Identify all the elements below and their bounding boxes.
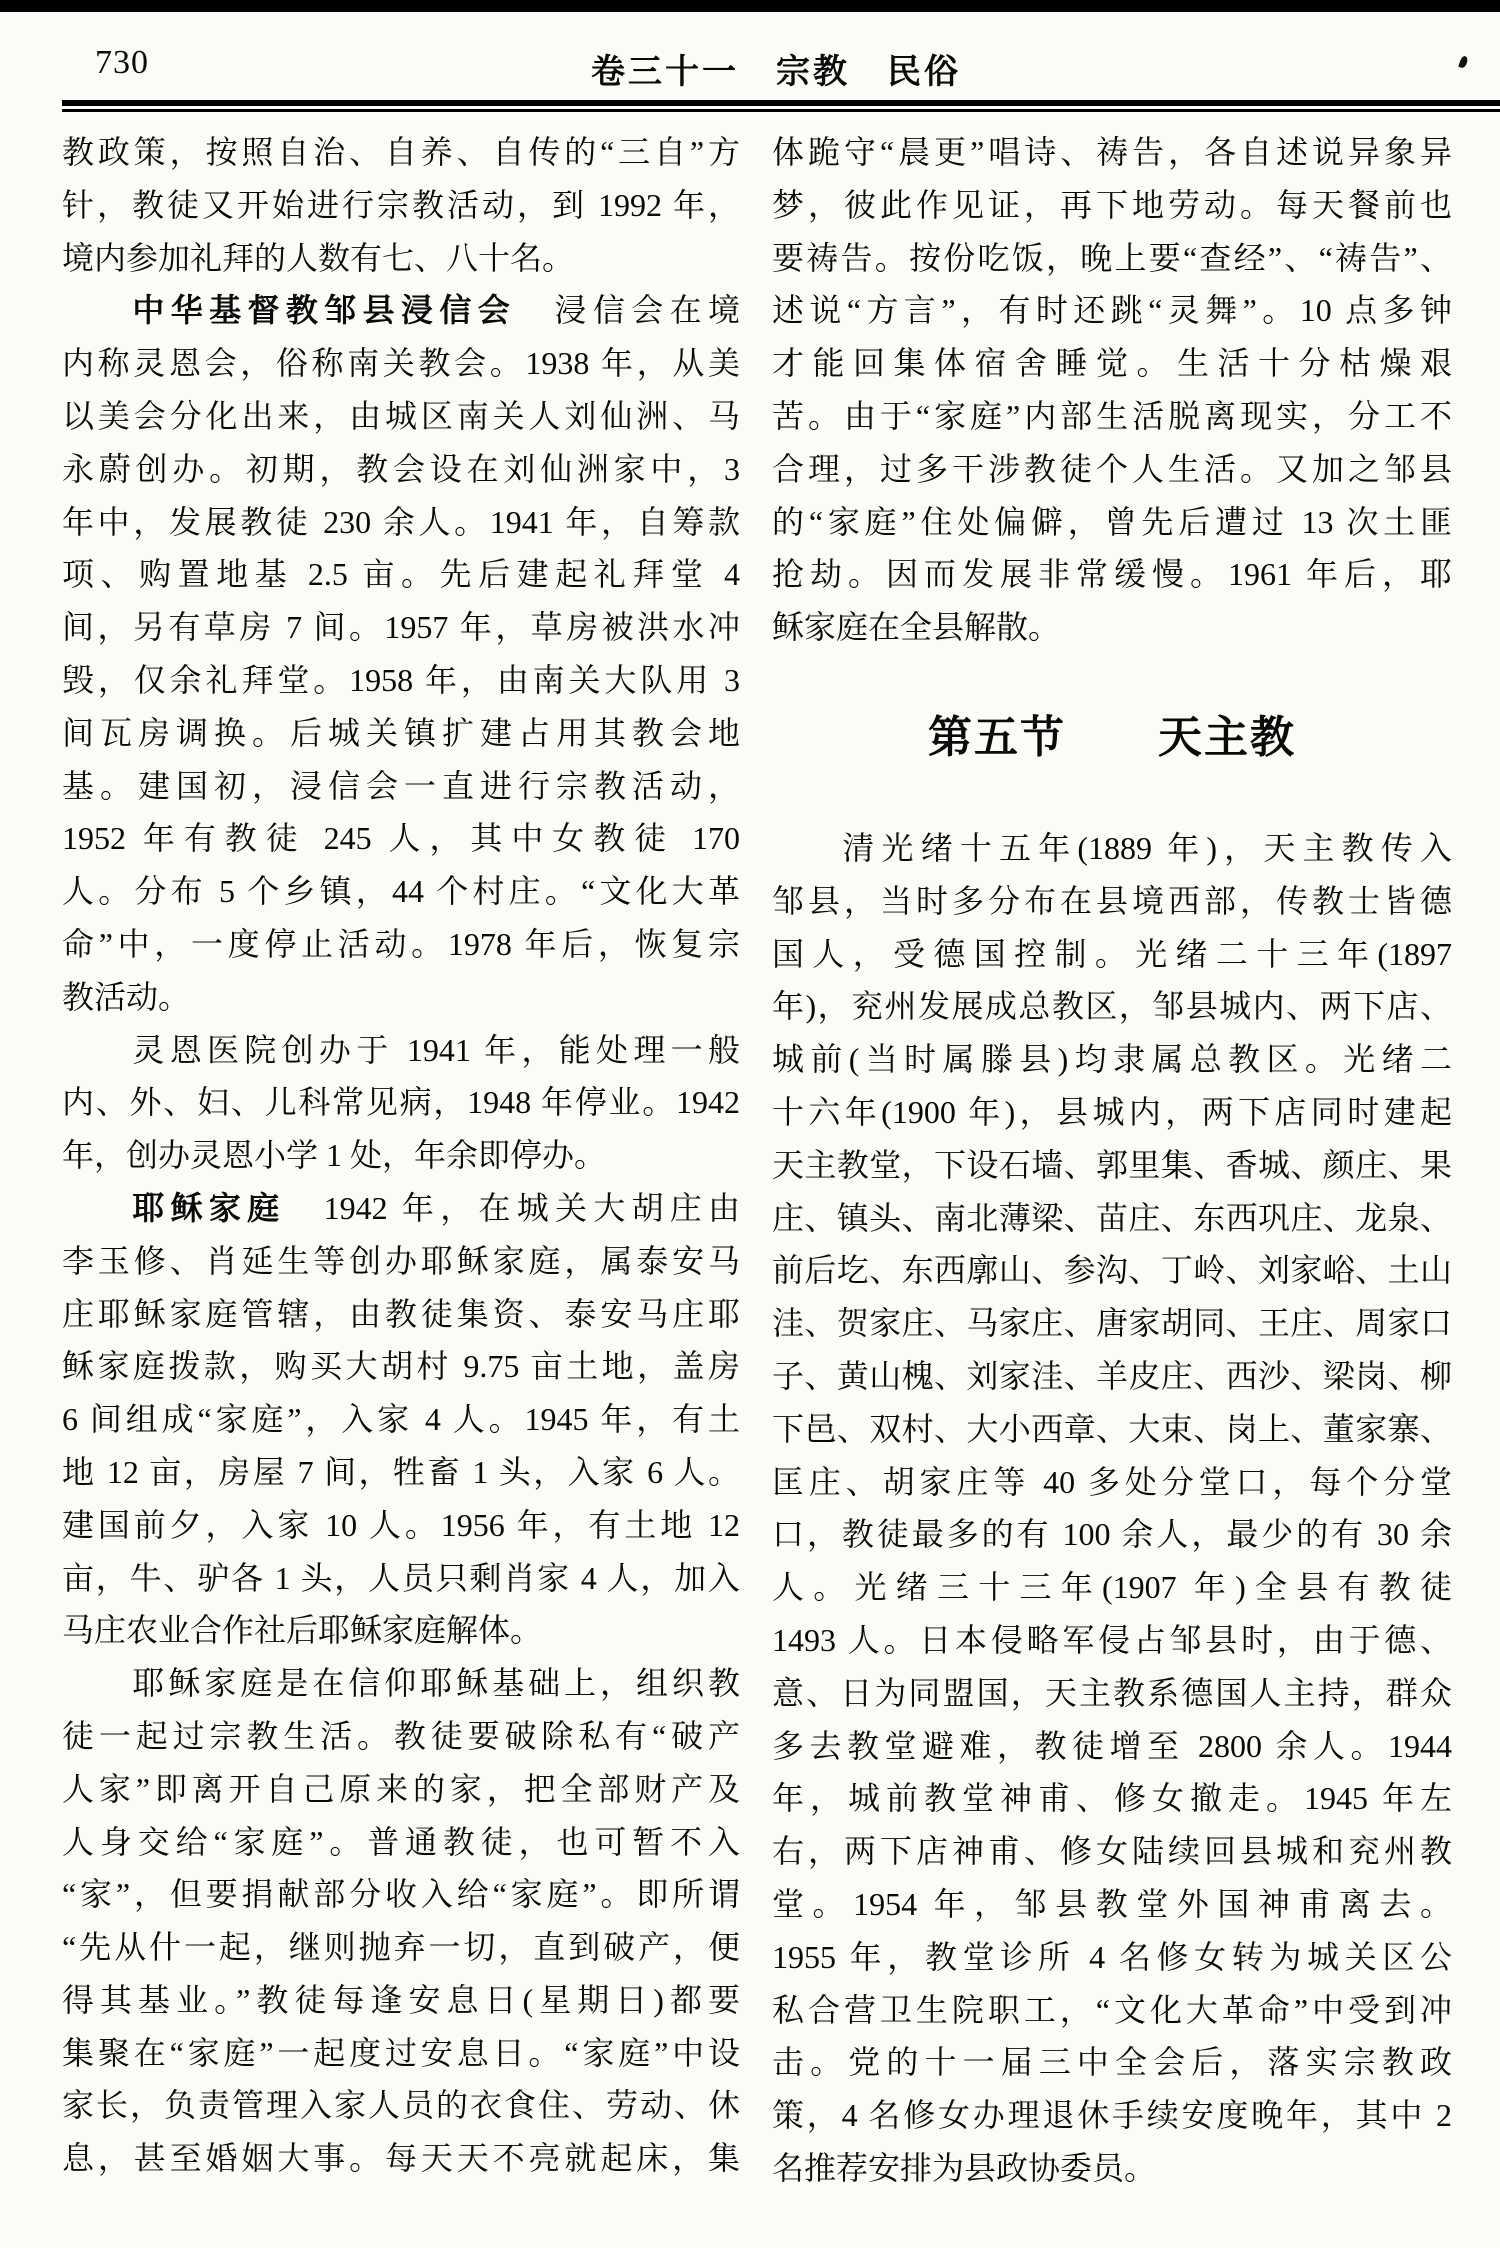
text-segment: 针，教徒又开始进行宗教活动，到 1992 年， [62,186,740,223]
text-line [62,654,740,707]
text-line [62,2132,740,2185]
text-line [62,1710,740,1763]
text-line [772,1772,1452,1825]
text-line [772,2089,1452,2142]
text-segment: 匡庄、胡家庄等 40 多处分堂口，每个分堂 [772,1463,1452,1500]
text-line [62,1552,740,1605]
text-segment: 毁，仅余礼拜堂。1958 年，由南关大队用 3 [62,661,740,698]
text-line [772,232,1452,285]
text-line [772,601,1452,654]
right-text-column [772,126,1452,2195]
text-segment: 人。光绪三十三年(1907 年)全县有教徒 [772,1569,1452,1606]
text-line [772,1350,1452,1403]
text-line [62,1235,740,1288]
text-segment: 息，甚至婚姻大事。每天天不亮就起床，集 [62,2140,740,2177]
text-line [772,875,1452,928]
text-segment: 基。建国初，浸信会一直进行宗教活动， [62,767,740,804]
text-line [772,1403,1452,1456]
text-segment: 年中，发展教徒 230 余人。1941 年，自筹款 [62,503,740,540]
text-line [772,548,1452,601]
text-segment: 邹县，当时多分布在县境西部，传教士皆德 [772,882,1452,919]
text-segment: 内、外、妇、儿科常见病，1948 年停业。1942 [62,1084,740,1121]
text-segment: 体跪守“晨更”唱诗、祷告，各自述说异象异 [772,134,1452,170]
text-segment: 多去教堂避难，教徒增至 2800 余人。1944 [772,1727,1452,1764]
text-segment: 李玉修、肖延生等创办耶稣家庭，属泰安马 [62,1242,740,1279]
text-segment: 天主教堂，下设石墙、郭里集、香城、颜庄、果 [772,1146,1452,1183]
text-segment: 第五节 天主教 [928,712,1296,762]
text-segment: 意、日为同盟国，天主教系德国人主持，群众 [772,1674,1452,1711]
text-line [62,601,740,654]
text-line [62,1076,740,1129]
text-segment: 前后圪、东西廓山、参沟、丁岭、刘家峪、土山 [772,1252,1452,1289]
text-line [772,1033,1452,1086]
text-line [62,496,740,549]
text-segment: 建国前夕，入家 10 人。1956 年，有土地 12 [62,1506,740,1543]
text-segment: 口，教徒最多的有 100 余人，最少的有 30 余 [772,1516,1452,1553]
text-segment: 抢劫。因而发展非常缓慢。1961 年后，耶 [772,556,1452,593]
text-line [772,1561,1452,1614]
text-line [62,1604,740,1657]
text-segment: 项、购置地基 2.5 亩。先后建起礼拜堂 4 [62,556,740,593]
text-segment: 合理，过多干涉教徒个人生活。又加之邹县 [772,450,1452,487]
page-top-edge-bar [0,0,1500,12]
text-segment: 击。党的十一届三中全会后，落实宗教政 [772,2044,1452,2081]
text-line [772,496,1452,549]
text-segment: 徒一起过宗教生活。教徒要破除私有“破产 [62,1717,740,1754]
text-segment: 年，城前教堂神甫、修女撤走。1945 年左 [772,1780,1452,1817]
text-line [62,126,740,179]
text-line [772,1297,1452,1350]
text-line [772,2142,1452,2195]
header-divider-thin-rule [62,109,1500,112]
text-segment: “家”，但要捐献部分收入给“家庭”。即所谓 [62,1876,740,1913]
text-line [62,1288,740,1341]
text-segment: 苦。由于“家庭”内部生活脱离现实，分工不 [772,397,1452,434]
text-segment: 境内参加礼拜的人数有七、八十名。 [62,239,575,276]
text-segment: 右，两下店神甫、修女陆续回县城和兖州教 [772,1833,1452,1870]
text-segment: 庄耶稣家庭管辖，由教徒集资、泰安马庄耶 [62,1295,740,1332]
text-segment: 马庄农业合作社后耶稣家庭解体。 [62,1612,543,1649]
text-segment: 集聚在“家庭”一起度过安息日。“家庭”中设 [62,2034,740,2071]
text-line [62,443,740,496]
entry-title: 耶稣家庭 [132,1189,286,1226]
text-line [772,1244,1452,1297]
text-line [772,1720,1452,1773]
text-line [62,1024,740,1077]
text-line [772,1192,1452,1245]
text-line [772,284,1452,337]
text-segment: 清光绪十五年(1889 年)，天主教传入 [842,829,1452,866]
text-line [772,822,1452,875]
text-line [62,337,740,390]
text-segment: 庄、镇头、南北薄梁、苗庄、东西巩庄、龙泉、 [772,1199,1452,1236]
text-segment: 家长，负责管理入家人员的衣食住、劳动、休 [62,2087,740,2124]
text-segment: 述说“方言”，有时还跳“灵舞”。10 点多钟 [772,292,1452,329]
text-segment: 1952 年有教徒 245 人，其中女教徒 170 [62,820,740,857]
text-segment: 人家”即离开自己原来的家，把全部财产及 [62,1770,740,1807]
text-line [62,1499,740,1552]
text-line [62,2079,740,2132]
text-line [772,337,1452,390]
text-line [772,928,1452,981]
text-segment: 命”中，一度停止活动。1978 年后，恢复宗 [62,925,740,962]
text-line [62,548,740,601]
header-divider [62,100,1500,112]
text-line [62,1816,740,1869]
text-segment: 亩，牛、驴各 1 头，人员只剩肖家 4 人，加入 [62,1559,740,1596]
text-line [62,971,740,1024]
text-segment: 子、黄山槐、刘家洼、羊皮庄、西沙、梁岗、柳 [772,1357,1452,1394]
text-line [772,1878,1452,1931]
text-segment: 私合营卫生院职工，“文化大革命”中受到冲 [772,1991,1452,2028]
text-segment: 要祷告。按份吃饭，晚上要“查经”、“祷告”、 [772,239,1452,276]
text-segment: 下邑、双村、大小西章、大束、岗上、董家寨、 [772,1410,1452,1447]
text-line [62,1340,740,1393]
text-line [772,1086,1452,1139]
text-segment: 1955 年，教堂诊所 4 名修女转为城关区公 [772,1938,1452,1975]
text-segment: “先从什一起，继则抛弃一切，直到破产，便 [62,1929,740,1966]
text-line [772,1825,1452,1878]
text-line [772,1614,1452,1667]
text-line [772,1456,1452,1509]
text-segment: 永蔚创办。初期，教会设在刘仙洲家中，3 [62,450,740,487]
text-line [62,1921,740,1974]
text-line [62,1868,740,1921]
text-segment: 城前(当时属滕县)均隶属总教区。光绪二 [772,1041,1452,1078]
page-number: 730 [95,44,149,81]
text-line [772,980,1452,1033]
text-segment: 间，另有草房 7 间。1957 年，草房被洪水冲 [62,609,740,646]
text-segment: 以美会分化出来，由城区南关人刘仙洲、马 [62,397,740,434]
text-line [62,390,740,443]
text-segment: 教活动。 [62,978,191,1015]
text-segment: 的“家庭”住处偏僻，曾先后遭过 13 次土匪 [772,503,1452,540]
section-heading [772,654,1452,822]
header-divider-thick-rule [62,100,1500,106]
text-line [772,1667,1452,1720]
text-line [62,1446,740,1499]
text-line [772,2036,1452,2089]
text-segment: 年，创办灵恩小学 1 处，年余即停办。 [62,1137,607,1174]
running-header-title: 卷三十一 宗教 民俗 [591,54,961,91]
text-line [62,284,740,337]
text-line [62,812,740,865]
text-segment: 才能回集体宿舍睡觉。生活十分枯燥艰 [772,345,1452,382]
text-segment: 十六年(1900 年)，县城内，两下店同时建起 [772,1093,1452,1130]
text-line [772,1931,1452,1984]
text-segment: 稣家庭在全县解散。 [772,609,1061,646]
text-line [772,1139,1452,1192]
text-line [772,1508,1452,1561]
text-segment: 得其基业。”教徒每逢安息日(星期日)都要 [62,1981,740,2018]
text-line [772,126,1452,179]
text-segment: 地 12 亩，房屋 7 间，牲畜 1 头，入家 6 人。 [62,1453,740,1490]
text-segment: 耶稣家庭是在信仰耶稣基础上，组织教 [132,1665,740,1702]
text-segment: 稣家庭拨款，购买大胡村 9.75 亩土地，盖房 [62,1348,740,1385]
text-segment: 洼、贺家庄、马家庄、唐家胡同、王庄、周家口 [772,1305,1452,1342]
text-segment: 教政策，按照自治、自养、自传的“三自”方 [62,134,740,170]
text-line [772,1984,1452,2037]
text-segment: 策，4 名修女办理退休手续安度晚年，其中 2 [772,2097,1452,2134]
text-line [62,1393,740,1446]
text-segment: 间瓦房调换。后城关镇扩建占用其教会地 [62,714,740,751]
text-line [62,918,740,971]
text-line [62,2027,740,2080]
text-line [62,1129,740,1182]
text-line [62,707,740,760]
text-segment: 灵恩医院创办于 1941 年，能处理一般 [132,1031,740,1068]
text-line [62,1763,740,1816]
text-line [772,443,1452,496]
text-segment: 堂。1954 年，邹县教堂外国神甫离去。 [772,1885,1452,1922]
text-line [62,865,740,918]
text-segment: 人身交给“家庭”。普通教徒，也可暂不入 [62,1823,740,1860]
text-line [772,390,1452,443]
text-segment: 梦，彼此作见证，再下地劳动。每天餐前也 [772,186,1452,223]
text-line [62,179,740,232]
text-segment: 名推荐安排为县政协委员。 [772,2149,1157,2186]
text-segment: 内称灵恩会，俗称南关教会。1938 年，从美 [62,345,740,382]
text-segment: 年)，兖州发展成总教区，邹县城内、两下店、 [772,988,1452,1025]
text-line [62,760,740,813]
text-line [62,1657,740,1710]
text-segment: 6 间组成“家庭”，入家 4 人。1945 年，有土 [62,1401,740,1438]
text-line [62,1974,740,2027]
text-line [62,1182,740,1235]
text-line [62,232,740,285]
entry-title: 中华基督教邹县浸信会 [132,292,517,329]
text-segment: 人。分布 5 个乡镇，44 个村庄。“文化大革 [62,873,740,910]
text-segment: 1942 年，在城关大胡庄由 [285,1189,740,1226]
left-text-column [62,126,740,2185]
text-segment: 1493 人。日本侵略军侵占邹县时，由于德、 [772,1621,1452,1658]
text-segment: 浸信会在境 [516,292,740,329]
text-line [772,179,1452,232]
text-segment: 国人，受德国控制。光绪二十三年(1897 [772,935,1452,972]
